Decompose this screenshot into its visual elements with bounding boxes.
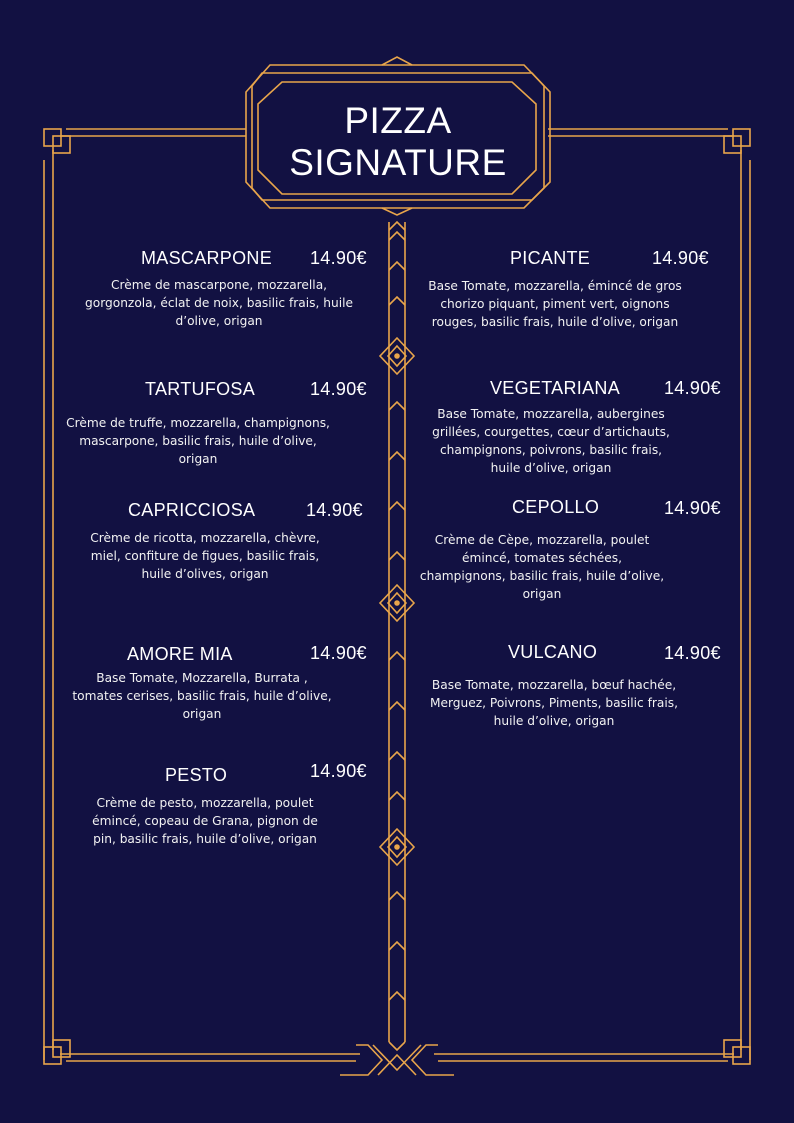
item-price: 14.90€ — [310, 643, 367, 663]
item-description: Crème de truffe, mozzarella, champignons, mascarpone, basilic frais, huile d’olive, origan — [66, 416, 330, 466]
item-description: Base Tomate, mozzarella, aubergines grillées, courgettes, cœur d’artichauts, champignons, poivrons, basilic frais, huile d’olive, origan — [432, 407, 670, 475]
item-name: CAPRICCIOSA — [128, 500, 256, 520]
item-name: PESTO — [165, 765, 228, 785]
item-price: 14.90€ — [310, 379, 367, 399]
item-description: Crème de mascarpone, mozzarella, gorgonzola, éclat de noix, basilic frais, huile d’olive, origan — [85, 278, 353, 328]
item-name: CEPOLLO — [512, 497, 600, 517]
item-name: MASCARPONE — [141, 248, 273, 268]
item-name: PICANTE — [510, 248, 591, 268]
title-line-1: PIZZA — [344, 100, 452, 141]
item-description: Base Tomate, Mozzarella, Burrata , tomates cerises, basilic frais, huile d’olive, origan — [72, 671, 332, 721]
diamond-ornament-1 — [380, 338, 414, 374]
item-name: VULCANO — [508, 642, 598, 662]
item-name: VEGETARIANA — [490, 378, 620, 398]
item-price: 14.90€ — [310, 248, 367, 268]
item-description: Base Tomate, mozzarella, bœuf hachée, Merguez, Poivrons, Piments, basilic frais, huile d’olive, origan — [430, 678, 679, 728]
item-price: 14.90€ — [664, 643, 721, 663]
item-price: 14.90€ — [306, 500, 363, 520]
item-name: AMORE MIA — [127, 644, 233, 664]
item-description: Crème de pesto, mozzarella, poulet émincé, copeau de Grana, pignon de pin, basilic frais, huile d’olive, origan — [92, 796, 318, 846]
item-price: 14.90€ — [664, 498, 721, 518]
page-title — [262, 100, 534, 184]
title-line-2: SIGNATURE — [289, 142, 507, 183]
item-description: Crème de Cèpe, mozzarella, poulet émincé, tomates séchées, champignons, basilic frais, huile d’olive, origan — [419, 533, 665, 601]
item-price: 14.90€ — [652, 248, 709, 268]
item-description: Base Tomate, mozzarella, émincé de gros chorizo piquant, piment vert, oignons rouges, basilic frais, huile d’olive, origan — [428, 279, 682, 329]
item-price: 14.90€ — [310, 761, 367, 781]
item-name: TARTUFOSA — [145, 379, 256, 399]
item-price: 14.90€ — [664, 378, 721, 398]
item-description: Crème de ricotta, mozzarella, chèvre, miel, confiture de figues, basilic frais, huile d’olives, origan — [90, 531, 320, 581]
